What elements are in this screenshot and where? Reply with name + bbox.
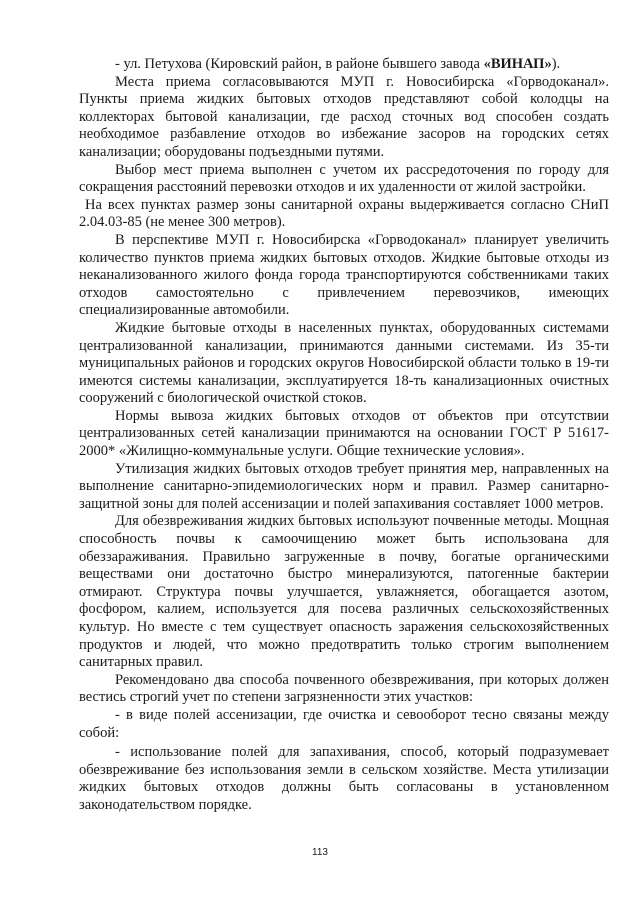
paragraph-1-text: - ул. Петухова (Кировский район, в районе бывшего завода [115,56,484,72]
paragraph-8: Утилизация жидких бытовых отходов требует принятия мер, направленных на выполнение санитарно-эпидемиологических норм и правил. Размер санитарно-защитной зоны для полей ассенизации и полей запахивания составляет 1000 метров. [79,460,609,512]
page-body [79,56,613,815]
paragraph-1-tail: ). [551,56,561,72]
paragraph-2: Места приема согласовываются МУП г. Новосибирска «Горводоканал». Пункты приема жидких бытовых отходов представляют собой колодцы на коллекторах бытовой канализации, где расход сточных вод способен создать необходимое разбавление отходов во избежание засоров на городских сетях канализации; оборудованы подъездными путями. [79,73,609,160]
paragraph-1-bold: «ВИНАП» [483,56,552,72]
paragraph-7: Нормы вывоза жидких бытовых отходов от объектов при отсутствии централизованных сетей канализации принимаются на основании ГОСТ Р 51617-2000* «Жилищно-коммунальные услуги. Общие технические условия». [79,407,609,460]
paragraph-6: Жидкие бытовые отходы в населенных пунктах, оборудованных системами централизованной канализации, принимаются данными системами. Из 35-ти муниципальных районов и городских округов Новосибирской области только в 19-ти имеются системы канализации, эксплуатируется 18-ть канализационных очистных сооружений с биологической очисткой стоков. [79,319,609,407]
paragraph-11: - в виде полей ассенизации, где очистка и севооборот тесно связаны между собой: [79,706,609,741]
paragraph-1 [79,56,609,74]
paragraph-10: Рекомендовано два способа почвенного обезвреживания, при которых должен вестись строгий учет по степени загрязненности этих участков: [79,671,609,706]
page-number: 113 [312,847,328,858]
paragraph-3: Выбор мест приема выполнен с учетом их рассредоточения по городу для сокращения расстояний перевозки отходов и их удаленности от жилой застройки. [79,161,609,196]
paragraph-5: В перспективе МУП г. Новосибирска «Горводоканал» планирует увеличить количество пунктов приема жидких бытовых отходов. Жидкие бытовые отходы из неканализованного жилого фонда города транспортируются собственниками таких отходов самостоятельно с привлечением перевозчиков, имеющих специализированные автомобили. [79,231,609,319]
paragraph-12: - использование полей для запахивания, способ, который подразумевает обезвреживание без использования земли в сельском хозяйстве. Места утилизации жидких бытовых отходов должны быть согласованы в установленном законодательством порядке. [79,744,609,813]
paragraph-4: На всех пунктах размер зоны санитарной охраны выдерживается согласно СНиП 2.04.03-85 (не менее 300 метров). [79,196,613,231]
paragraph-9: Для обезвреживания жидких бытовых используют почвенные методы. Мощная способность почвы к самоочищению может быть использована для обеззараживания. Правильно загруженные в почву, богатые органическими веществами они достаточно быстро минерализуются, патогенные бактерии отмирают. Структура почвы улучшается, увлажняется, обогащается азотом, фосфором, калием, используется для посева различных сельскохозяйственных культур. Но вместе с тем существует опасность заражения сельскохозяйственных продуктов и людей, что можно предотвратить только строгим выполнением санитарных правил. [79,513,609,671]
